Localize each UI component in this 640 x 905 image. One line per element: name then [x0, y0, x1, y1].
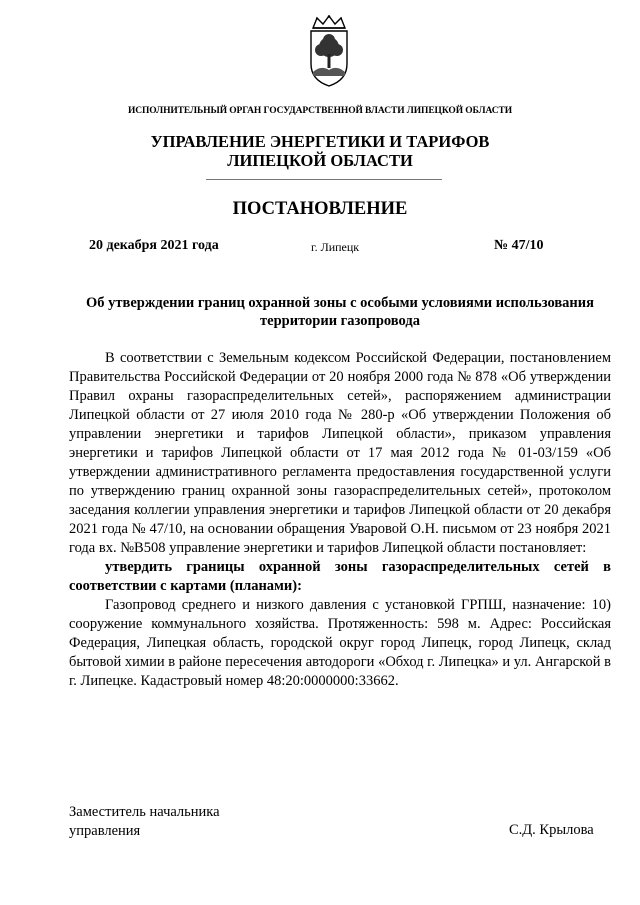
- header-divider: [206, 179, 442, 180]
- department-name-line2: ЛИПЕЦКОЙ ОБЛАСТИ: [227, 151, 413, 170]
- lipetsk-coat-of-arms-icon: [299, 14, 359, 88]
- document-subject: Об утверждении границ охранной зоны с особыми условиями использования территории газопровода: [86, 295, 594, 329]
- signatory-title-line2: управления: [69, 823, 141, 839]
- signatory-title-line1: Заместитель начальника: [69, 804, 220, 820]
- document-body: [69, 349, 611, 691]
- authority-name: ИСПОЛНИТЕЛЬНЫЙ ОРГАН ГОСУДАРСТВЕННОЙ ВЛАСТИ ЛИПЕЦКОЙ ОБЛАСТИ: [127, 106, 513, 116]
- department-name-line1: УПРАВЛЕНИЕ ЭНЕРГЕТИКИ И ТАРИФОВ: [150, 132, 490, 151]
- object-paragraph: Газопровод среднего и низкого давления с установкой ГРПШ, назначение: 10) сооружение коммунального хозяйства. Протяженность: 598 м. Адрес: Российская Федерация, Липецкая область, городской округ город Липецк, город Липецк, склад бытовой химии в районе пересечения автодороги «Обход г. Липецка» и ул. Ангарской в г. Липецке. Кадастровый номер 48:20:0000000:33662.: [69, 597, 611, 689]
- document-number: № 47/10: [494, 238, 544, 253]
- document-date: 20 декабря 2021 года: [89, 238, 219, 253]
- document-city: г. Липецк: [311, 240, 360, 254]
- resolution-paragraph: утвердить границы охранной зоны газораспределительных сетей в соответствии с картами (планами):: [69, 559, 611, 594]
- document-type: ПОСТАНОВЛЕНИЕ: [232, 199, 408, 219]
- department-name: [0, 132, 640, 170]
- signatory-title: [69, 803, 220, 841]
- preamble-paragraph: В соответствии с Земельным кодексом Российской Федерации, постановлением Правительства Российской Федерации от 20 ноября 2000 года № 878 «Об утверждении Правил охраны газораспределительных сетей», распоряжением администрации Липецкой области от 27 июля 2010 года № 280-р «Об утверждении Положения об управлении энергетики и тарифов Липецкой области», приказом управления энергетики и тарифов Липецкой области от 17 мая 2012 года № 01-03/159 «Об утверждении административного регламента предоставления государственной услуги по утверждению границ охранной зоны газораспределительных сетей», протоколом заседания коллегии управления энергетики и тарифов Липецкой области от 20 декабря 2021 года № 47/10, на основании обращения Уваровой О.Н. письмом от 23 ноября 2021 года вх. №В508 управление энергетики и тарифов Липецкой области постановляет:: [69, 350, 611, 556]
- signatory-name: С.Д. Крылова: [509, 822, 594, 838]
